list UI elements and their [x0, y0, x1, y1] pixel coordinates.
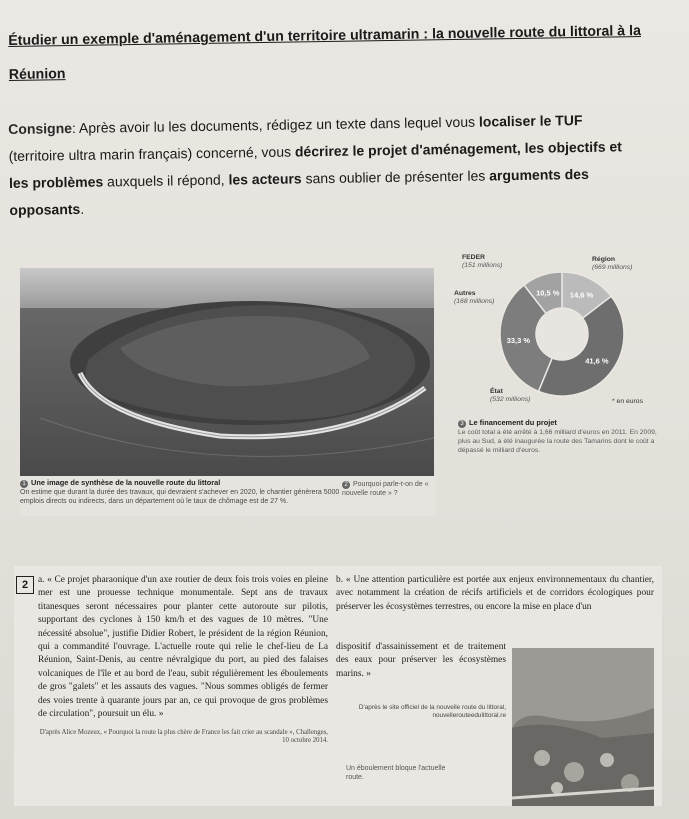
doc2-b-body-1: b. « Une attention particulière est portée aux enjeux environnementaux du chantier, avec notamment la création de récifs artificiels et de corridors écologiques pour préserver les écosystèmes terrestres, ou encore la mise en place d'un — [336, 575, 654, 612]
slice-label-tat: 33,3 % — [506, 335, 531, 345]
landslide-caption: Un éboulement bloque l'actuelle route. — [346, 765, 446, 781]
currency-note: * en euros — [612, 398, 643, 405]
instructions-label: Consigne — [8, 119, 73, 137]
slice-label-feder: 14,6 % — [569, 290, 594, 300]
chart-caption-text: Le coût total a été arrêté à 1,66 milliard d'euros en 2011. En 2009, plus au Sud, a été inaugurée la route des Tamarins dont le coût a dépassé le milliard d'euros. — [458, 429, 657, 454]
doc1-side-question — [342, 480, 437, 498]
doc1-side-text: Pourquoi parle-t-on de « nouvelle route » ? — [342, 481, 429, 497]
instructions-text-1: : Après avoir lu les documents, rédigez un texte dans lequel vous — [71, 113, 480, 136]
chart-number: 3 — [458, 420, 466, 428]
financing-donut — [452, 252, 662, 412]
doc2-b-source: D'après le site officiel de la nouvelle route du littoral, nouvellerouteedulittoral.re — [358, 704, 506, 719]
slice-label-rgion: 41,6 % — [585, 356, 609, 366]
doc1-caption-text: On estime que durant la durée des travaux, qui devraient s'achever en 2020, le chantier génèrera 5000 emplois directs ou indirects, dans un département où le taux de chômage est de 27 %. — [20, 489, 340, 505]
slice-label-autres: 10,5 % — [536, 288, 560, 298]
chart-caption — [458, 418, 658, 455]
doc2-a-body: a. « Ce projet pharaonique d'un axe routier de deux fois trois voies en pleine mer est une prouesse technique monumentale. Sept ans de travaux titanesques seront nécessaires pour planter cette autoroute sur pilotis, supportant des cyclones à 150 km/h et des vagues de 10 mètres. "Une nécessité absolue", justifie Didier Robert, le président de la région Réunion, qui a commandité l'ouvrage. L'actuelle route qui relie le chef-lieu de La Réunion, Saint-Denis, au centre névralgique du port, au pied des falaises volcaniques de l'île et au bord de l'eau, subit régulièrement les éboulements de gros "galets" et les assauts des vagues. "Nous sommes obligés de fermer des voies trente à quarante jours par an, ce qui provoque de gros problèmes de circulation", poursuit un élu. » — [38, 575, 328, 720]
chart-title: Le financement du projet — [469, 418, 557, 427]
instructions-key-1: localiser le TUF — [478, 111, 583, 130]
island-road-illustration — [20, 268, 434, 476]
landslide-photo — [512, 648, 654, 806]
doc2-a-source: D'après Alice Mozeux, « Pourquoi la route la plus chère de France les fait crier au scandale », Challenges, 10 octobre 2014. — [39, 729, 328, 745]
landslide-illustration — [512, 648, 654, 806]
doc1-caption-title: Une image de synthèse de la nouvelle route du littoral — [31, 478, 221, 487]
doc1-caption — [20, 478, 340, 506]
instructions-key-3: les acteurs — [228, 170, 302, 188]
instructions — [8, 106, 642, 224]
label-feder: FEDER (151 millions) — [462, 254, 503, 269]
label-region: Région (669 millions) — [592, 256, 633, 271]
doc2-number: 2 — [16, 576, 34, 594]
instructions-text-5: . — [80, 200, 85, 217]
instructions-text-4: sans oublier de présenter les — [301, 167, 490, 187]
doc1-side-number: 2 — [342, 481, 350, 489]
road-synthesis-image — [20, 268, 434, 476]
document-2 — [14, 566, 662, 806]
label-etat: État (532 millions) — [490, 388, 531, 403]
instructions-key-4: arguments des opposants — [9, 165, 589, 218]
instructions-text-2: (territoire ultra marin français) concerné, vous — [8, 143, 296, 164]
donut-hole — [537, 309, 587, 359]
doc1-number: 1 — [20, 480, 28, 488]
page-title: Étudier un exemple d'aménagement d'un territoire ultramarin : la nouvelle route du littoral à la Réunion — [8, 23, 642, 83]
financing-chart — [452, 252, 662, 412]
label-autres: Autres (168 millions) — [454, 290, 495, 305]
instructions-text-3: auxquels il répond, — [103, 171, 229, 190]
doc2-b-body-2: dispositif d'assainissement et de traitement des eaux pour préserver les écosystèmes marins. » — [336, 642, 506, 679]
instructions-key-2: décrirez le projet d'aménagement, les objectifs et les problèmes — [8, 138, 623, 191]
doc2-text-a — [38, 574, 328, 745]
